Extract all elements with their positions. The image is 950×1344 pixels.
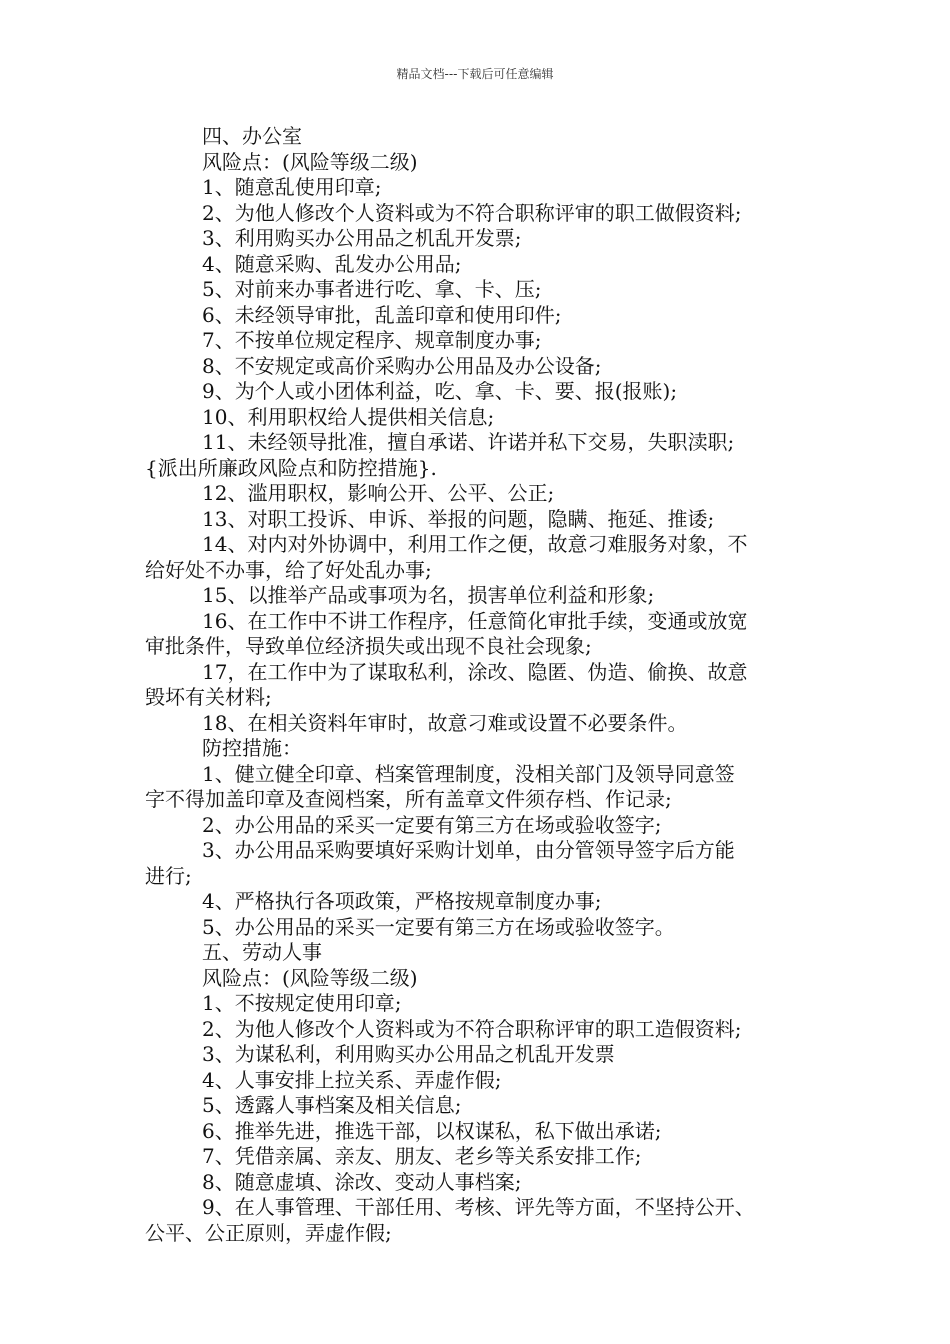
list-item: 5、透露人事档案及相关信息;: [202, 1093, 462, 1117]
list-item: 7、凭借亲属、亲友、朋友、老乡等关系安排工作;: [202, 1144, 642, 1168]
list-item: 6、推举先进，推选干部，以权谋私，私下做出承诺;: [202, 1118, 662, 1143]
list-item-continuation: 审批条件，导致单位经济损失或出现不良社会现象;: [145, 634, 592, 658]
list-item: 2、办公用品的采买一定要有第三方在场或验收签字;: [202, 812, 662, 837]
measures-heading: 防控措施：: [202, 736, 302, 760]
list-item: 5、对前来办事者进行吃、拿、卡、压;: [202, 277, 542, 301]
list-item: 18、在相关资料年审时，故意刁难或设置不必要条件。: [202, 710, 688, 735]
list-item: 4、人事安排上拉关系、弄虚作假;: [202, 1067, 502, 1092]
list-item: 2、为他人修改个人资料或为不符合职称评审的职工造假资料;: [202, 1016, 742, 1041]
list-item-continuation: 字不得加盖印章及查阅档案，所有盖章文件须存档、作记录;: [145, 787, 672, 811]
list-item-continuation: 给好处不办事，给了好处乱办事;: [145, 557, 432, 582]
list-item-continuation: {派出所廉政风险点和防控措施}.: [145, 455, 437, 480]
list-item: 13、对职工投诉、申诉、举报的问题，隐瞒、拖延、推诿;: [202, 506, 715, 531]
list-item: 9、在人事管理、干部任用、考核、评先等方面，不坚持公开、: [202, 1195, 755, 1219]
list-item: 3、利用购买办公用品之机乱开发票;: [202, 226, 522, 250]
list-item-continuation: 毁坏有关材料;: [145, 685, 272, 709]
list-item: 7、不按单位规定程序、规章制度办事;: [202, 328, 542, 352]
list-item: 8、不安规定或高价采购办公用品及办公设备;: [202, 353, 602, 378]
list-item: 3、办公用品采购要填好采购计划单，由分管领导签字后方能: [202, 838, 735, 862]
document-body: [145, 124, 813, 1246]
list-item: 11、未经领导批准，擅自承诺、许诺并私下交易，失职渎职;: [202, 430, 735, 454]
list-item: 4、随意采购、乱发办公用品;: [202, 251, 462, 276]
list-item: 8、随意虚填、涂改、变动人事档案;: [202, 1169, 522, 1194]
list-item: 5、办公用品的采买一定要有第三方在场或验收签字。: [202, 914, 675, 939]
list-item: 14、对内对外协调中，利用工作之便，故意刁难服务对象，不: [202, 532, 748, 556]
list-item: 1、健立健全印章、档案管理制度，没相关部门及领导同意签: [202, 761, 735, 786]
list-item: 2、为他人修改个人资料或为不符合职称评审的职工做假资料;: [202, 200, 742, 225]
list-item: 17，在工作中为了谋取私利，涂改、隐匿、伪造、偷换、故意: [202, 659, 748, 684]
risk-level-label: 风险点：(风险等级二级): [202, 965, 418, 990]
list-item-continuation: 公平、公正原则，弄虚作假;: [145, 1220, 392, 1245]
list-item-continuation: 进行;: [145, 863, 192, 888]
list-item: 3、为谋私利，利用购买办公用品之机乱开发票: [202, 1042, 615, 1066]
list-item: 9、为个人或小团体利益，吃、拿、卡、要、报(报账);: [202, 379, 678, 403]
risk-level-label: 风险点：(风险等级二级): [202, 149, 418, 174]
page-header: 精品文档---下载后可任意编辑: [396, 67, 554, 81]
section-heading-personnel: 五、劳动人事: [202, 940, 322, 964]
list-item: 10、利用职权给人提供相关信息;: [202, 404, 495, 429]
list-item: 16、在工作中不讲工作程序，任意简化审批手续，变通或放宽: [202, 608, 748, 633]
section-heading-office: 四、办公室: [202, 124, 302, 148]
list-item: 1、不按规定使用印章;: [202, 991, 402, 1015]
list-item: 6、未经领导审批，乱盖印章和使用印件;: [202, 302, 562, 327]
list-item: 15、以推举产品或事项为名，损害单位利益和形象;: [202, 583, 655, 607]
list-item: 1、随意乱使用印章;: [202, 175, 382, 199]
list-item: 12、滥用职权，影响公开、公平、公正;: [202, 481, 555, 505]
list-item: 4、严格执行各项政策，严格按规章制度办事;: [202, 889, 602, 913]
